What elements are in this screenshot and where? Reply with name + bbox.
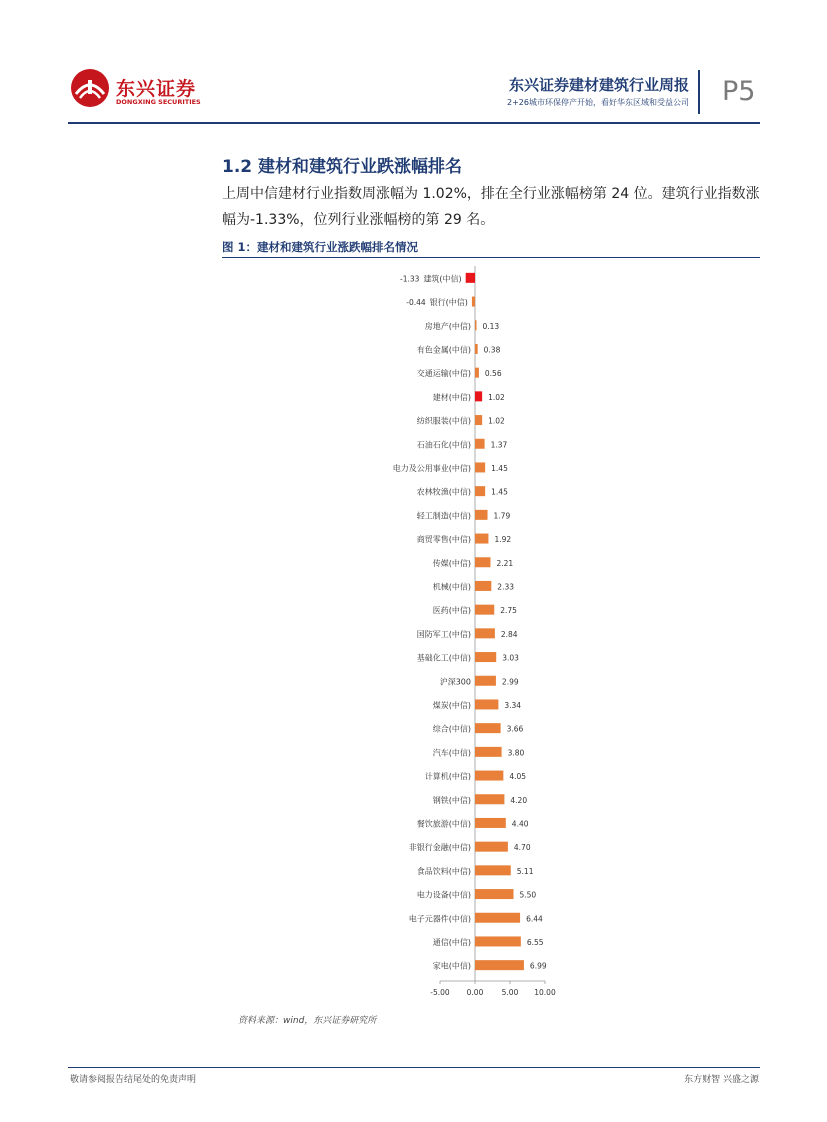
category-label: 沪深300 bbox=[439, 677, 471, 687]
value-label: -0.44 bbox=[406, 298, 426, 308]
bar bbox=[475, 747, 502, 757]
bar bbox=[475, 936, 521, 946]
bar bbox=[475, 699, 498, 709]
value-label: 2.75 bbox=[500, 606, 517, 616]
value-label: 1.92 bbox=[494, 535, 512, 545]
bar bbox=[475, 605, 494, 615]
bar bbox=[475, 676, 496, 686]
bar bbox=[475, 771, 503, 781]
bar bbox=[466, 273, 475, 283]
value-label: 1.45 bbox=[491, 463, 508, 473]
category-label: 钢铁(中信) bbox=[432, 795, 471, 805]
value-label: 5.50 bbox=[519, 890, 537, 900]
value-label: 4.05 bbox=[509, 772, 527, 782]
category-label: 建筑(中信) bbox=[423, 274, 462, 284]
bar bbox=[475, 865, 511, 875]
value-label: 1.02 bbox=[488, 416, 505, 426]
bar bbox=[475, 889, 514, 899]
report-subtitle: 2+26城市环保停产开始，看好华东区域和受益公司 bbox=[507, 98, 689, 107]
category-label: 房地产(中信) bbox=[424, 321, 471, 331]
bar bbox=[475, 723, 501, 733]
bar bbox=[475, 439, 485, 449]
category-label: 建材(中信) bbox=[432, 392, 471, 402]
section-title: 1.2 建材和建筑行业跌涨幅排名 bbox=[222, 157, 463, 177]
category-label: 非银行金融(中信) bbox=[408, 843, 471, 853]
page-number: P5 bbox=[722, 76, 756, 107]
bar bbox=[472, 297, 475, 307]
x-tick-label: 5.00 bbox=[501, 988, 519, 997]
report-title: 东兴证券建材建筑行业周报 bbox=[508, 76, 689, 94]
value-label: 6.99 bbox=[529, 961, 547, 971]
category-label: 电力设备(中信) bbox=[416, 890, 471, 900]
figure-title: 图 1：建材和建筑行业涨跌幅排名情况 bbox=[222, 240, 419, 254]
category-label: 医药(中信) bbox=[432, 606, 471, 616]
bar bbox=[475, 320, 477, 330]
footer-disclaimer: 敬请参阅报告结尾处的免责声明 bbox=[70, 1075, 197, 1085]
category-label: 煤炭(中信) bbox=[432, 700, 471, 710]
bar bbox=[475, 842, 508, 852]
x-tick-label: 0.00 bbox=[466, 988, 484, 997]
category-label: 国防军工(中信) bbox=[416, 629, 471, 639]
x-tick-label: 10.00 bbox=[534, 988, 556, 997]
category-label: 农林牧渔(中信) bbox=[416, 487, 471, 497]
category-label: 交通运输(中信) bbox=[416, 369, 471, 379]
figure-source: 资料来源：wind，东兴证券研究所 bbox=[238, 1016, 377, 1026]
dongxing-logo-icon bbox=[70, 68, 110, 108]
category-label: 有色金属(中信) bbox=[416, 345, 471, 355]
value-label: 1.37 bbox=[490, 440, 508, 450]
category-label: 综合(中信) bbox=[432, 724, 471, 734]
bar bbox=[475, 462, 485, 472]
category-label: 餐饮旅游(中信) bbox=[416, 819, 471, 829]
value-label: 4.70 bbox=[513, 843, 531, 853]
category-label: 食品饮料(中信) bbox=[416, 866, 471, 876]
category-label: 电力及公用事业(中信) bbox=[392, 463, 471, 473]
value-label: 3.03 bbox=[502, 653, 519, 663]
value-label: 2.84 bbox=[500, 629, 518, 639]
category-label: 轻工制造(中信) bbox=[416, 511, 471, 521]
industry-ranking-bar-chart bbox=[300, 262, 600, 997]
bar bbox=[475, 913, 520, 923]
value-label: 3.80 bbox=[507, 748, 525, 758]
value-label: 2.21 bbox=[496, 558, 514, 568]
category-label: 石油石化(中信) bbox=[416, 440, 471, 450]
header-divider bbox=[698, 70, 700, 114]
x-tick-label: -5.00 bbox=[430, 988, 450, 997]
value-label: 6.55 bbox=[526, 937, 544, 947]
bar bbox=[475, 652, 496, 662]
category-label: 商贸零售(中信) bbox=[416, 535, 471, 545]
bar bbox=[475, 581, 491, 591]
bar bbox=[475, 794, 504, 804]
value-label: 1.79 bbox=[493, 511, 511, 521]
bar bbox=[475, 344, 478, 354]
value-label: -1.33 bbox=[400, 274, 420, 284]
value-label: 4.20 bbox=[510, 795, 528, 805]
footer-slogan: 东方财智 兴盛之源 bbox=[684, 1075, 759, 1085]
category-label: 基础化工(中信) bbox=[416, 653, 471, 663]
value-label: 0.56 bbox=[484, 369, 502, 379]
bar bbox=[475, 486, 485, 496]
bar bbox=[475, 510, 488, 520]
value-label: 3.34 bbox=[504, 700, 522, 710]
bar bbox=[475, 557, 490, 567]
bar bbox=[475, 368, 479, 378]
value-label: 0.13 bbox=[482, 321, 500, 331]
value-label: 3.66 bbox=[506, 724, 524, 734]
value-label: 2.33 bbox=[497, 582, 515, 592]
header-rule bbox=[68, 122, 760, 124]
category-label: 纺织服装(中信) bbox=[416, 416, 471, 426]
bar bbox=[475, 415, 482, 425]
value-label: 1.45 bbox=[491, 487, 508, 497]
category-label: 计算机(中信) bbox=[424, 772, 471, 782]
category-label: 传媒(中信) bbox=[432, 558, 471, 568]
category-label: 通信(中信) bbox=[432, 937, 471, 947]
value-label: 4.40 bbox=[511, 819, 529, 829]
section-paragraph: 上周中信建材行业指数周涨幅为 1.02%，排在全行业涨幅榜第 24 位。建筑行业指数涨幅为-1.33%，位列行业涨幅榜的第 29 名。 bbox=[222, 186, 760, 228]
figure-rule bbox=[222, 257, 760, 258]
value-label: 1.02 bbox=[488, 392, 505, 402]
footer-rule bbox=[68, 1067, 760, 1068]
company-logo bbox=[70, 68, 210, 114]
bar bbox=[475, 818, 506, 828]
value-label: 0.38 bbox=[483, 345, 501, 355]
category-label: 机械(中信) bbox=[432, 582, 471, 592]
category-label: 银行(中信) bbox=[429, 298, 468, 308]
category-label: 汽车(中信) bbox=[432, 748, 471, 758]
bar bbox=[475, 960, 524, 970]
value-label: 5.11 bbox=[516, 866, 534, 876]
value-label: 2.99 bbox=[501, 677, 519, 687]
logo-chinese-name: 东兴证券 bbox=[116, 78, 197, 100]
bar bbox=[475, 534, 488, 544]
category-label: 电子元器件(中信) bbox=[408, 914, 471, 924]
category-label: 家电(中信) bbox=[432, 961, 471, 971]
bar bbox=[475, 628, 495, 638]
logo-english-name: DONGXING SECURITIES bbox=[116, 98, 201, 106]
value-label: 6.44 bbox=[526, 914, 543, 924]
bar bbox=[475, 391, 482, 401]
